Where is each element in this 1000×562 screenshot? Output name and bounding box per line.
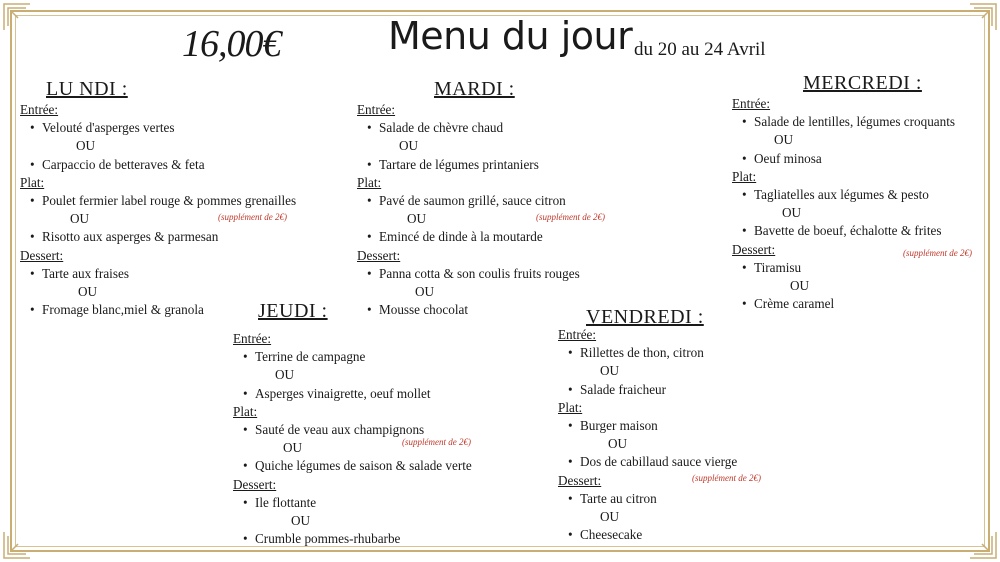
list-item: • Risotto aux asperges & parmesan (20, 228, 296, 246)
or-separator: OU (415, 284, 435, 300)
list-item: • Oeuf minosa (732, 150, 955, 168)
list-item: • Bavette de boeuf, échalotte & frites (732, 222, 955, 240)
list-item: • Dos de cabillaud sauce vierge (558, 453, 737, 471)
list-item: • Sauté de veau aux champignons (233, 421, 472, 439)
day-title-mercredi: MERCREDI : (803, 72, 922, 94)
day-menu-vendredi (558, 326, 737, 544)
supplement-note: (supplément de 2€) (692, 473, 761, 483)
list-item: • Tiramisu (732, 259, 955, 277)
list-item: • Pavé de saumon grillé, sauce citron (357, 192, 580, 210)
or-separator: OU (608, 436, 628, 452)
or-separator: OU (782, 205, 802, 221)
or-separator: OU (70, 211, 90, 227)
supplement-note: (supplément de 2€) (536, 212, 605, 222)
or-separator: OU (774, 132, 794, 148)
list-item: • Emincé de dinde à la moutarde (357, 228, 580, 246)
or-separator: OU (283, 440, 303, 456)
day-title-vendredi: VENDREDI : (586, 306, 704, 328)
list-item: • Poulet fermier label rouge & pommes grenailles (20, 192, 296, 210)
supplement-note: (supplément de 2€) (402, 437, 471, 447)
list-item: • Velouté d'asperges vertes (20, 119, 296, 137)
section-dessert: Dessert: (558, 472, 602, 488)
or-separator: OU (407, 211, 427, 227)
section-plat: Plat: (732, 168, 757, 184)
list-item: • Crumble pommes-rhubarbe (233, 530, 472, 548)
section-entree: Entrée: (732, 96, 771, 111)
or-separator: OU (76, 138, 96, 154)
list-item: • Ile flottante (233, 494, 472, 512)
list-item: • Carpaccio de betteraves & feta (20, 156, 296, 174)
section-plat: Plat: (558, 399, 583, 415)
day-menu-mardi (357, 101, 580, 319)
section-entree: Entrée: (558, 327, 597, 342)
section-dessert: Dessert: (20, 247, 64, 263)
day-menu-mercredi (732, 95, 955, 313)
or-separator: OU (600, 363, 620, 379)
list-item: • Tartare de légumes printaniers (357, 156, 580, 174)
day-title-lundi: LU NDI : (46, 78, 128, 100)
corner-ornament-icon (968, 530, 998, 560)
list-item: • Tarte aux fraises (20, 265, 296, 283)
corner-ornament-icon (2, 2, 32, 32)
list-item: • Salade fraicheur (558, 381, 737, 399)
or-separator: OU (275, 367, 295, 383)
day-title-jeudi: JEUDI : (258, 300, 328, 322)
section-plat: Plat: (233, 403, 258, 419)
section-plat: Plat: (357, 174, 382, 190)
section-entree: Entrée: (233, 331, 272, 346)
corner-ornament-icon (2, 530, 32, 560)
list-item: • Salade de lentilles, légumes croquants (732, 113, 955, 131)
section-entree: Entrée: (20, 102, 59, 117)
day-menu-lundi (20, 101, 296, 319)
section-plat: Plat: (20, 174, 45, 190)
section-dessert: Dessert: (732, 241, 776, 257)
or-separator: OU (790, 278, 810, 294)
supplement-note: (supplément de 2€) (903, 248, 972, 258)
corner-ornament-icon (968, 2, 998, 32)
list-item: • Rillettes de thon, citron (558, 344, 737, 362)
or-separator: OU (78, 284, 98, 300)
list-item: • Burger maison (558, 417, 737, 435)
or-separator: OU (291, 513, 311, 529)
list-item: • Panna cotta & son coulis fruits rouges (357, 265, 580, 283)
day-title-mardi: MARDI : (434, 78, 515, 100)
menu-dates: du 20 au 24 Avril (634, 39, 766, 60)
list-item: • Salade de chèvre chaud (357, 119, 580, 137)
page-title: Menu du jour (388, 14, 633, 58)
list-item: • Mousse chocolat (357, 301, 580, 319)
section-dessert: Dessert: (233, 476, 277, 492)
list-item: • Terrine de campagne (233, 348, 472, 366)
list-item: • Quiche légumes de saison & salade verte (233, 457, 472, 475)
section-entree: Entrée: (357, 102, 396, 117)
or-separator: OU (600, 509, 620, 525)
menu-price: 16,00€ (182, 23, 281, 65)
list-item: • Tagliatelles aux légumes & pesto (732, 186, 955, 204)
list-item: • Crème caramel (732, 295, 955, 313)
list-item: • Tarte au citron (558, 490, 737, 508)
list-item: • Fromage blanc,miel & granola (20, 301, 296, 319)
list-item: • Asperges vinaigrette, oeuf mollet (233, 385, 472, 403)
list-item: • Cheesecake (558, 526, 737, 544)
or-separator: OU (399, 138, 419, 154)
section-dessert: Dessert: (357, 247, 401, 263)
supplement-note: (supplément de 2€) (218, 212, 287, 222)
